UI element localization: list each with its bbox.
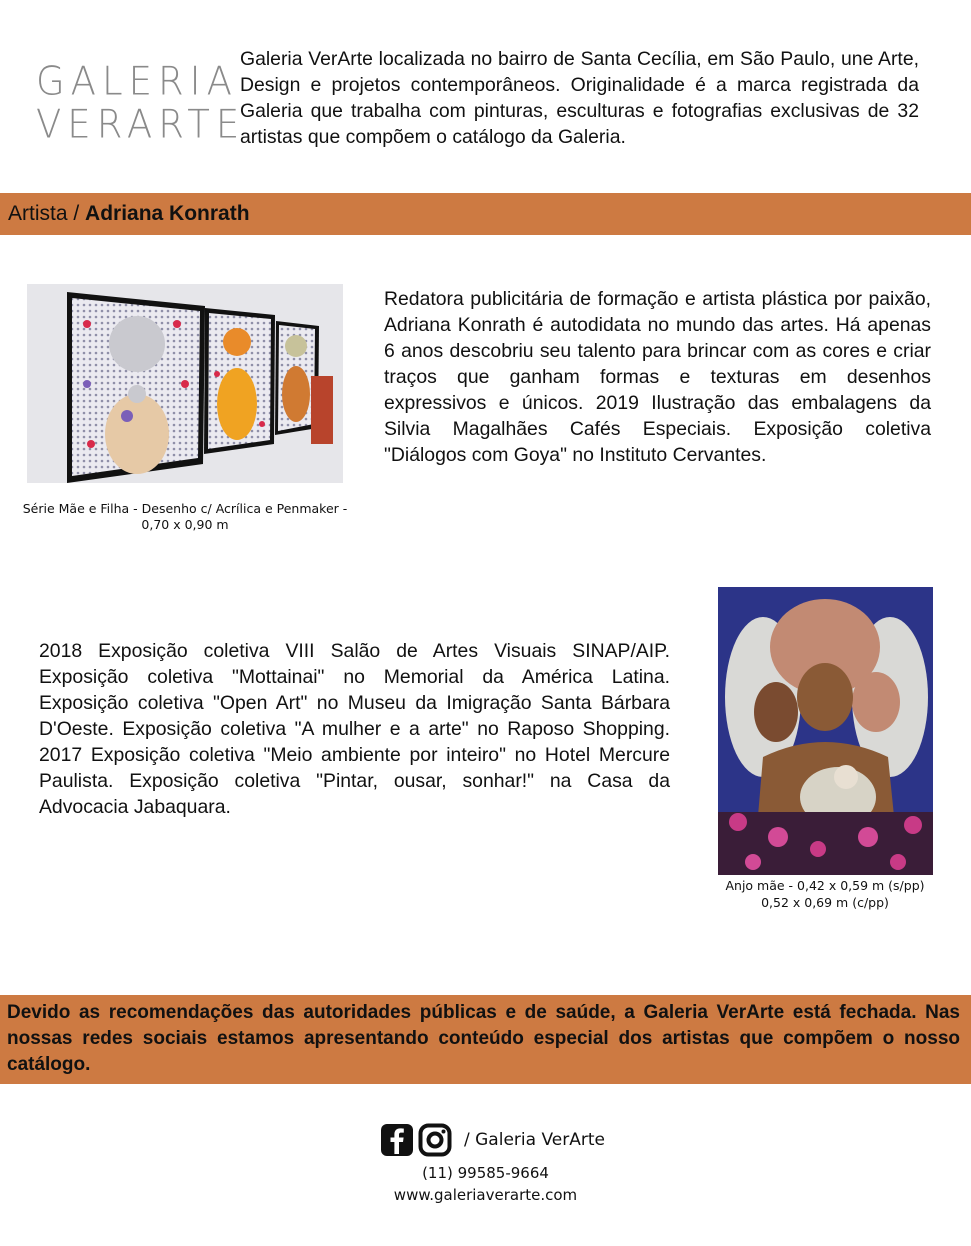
artist-heading (8, 202, 250, 226)
website-link[interactable]: www.galeriaverarte.com (393, 1186, 578, 1204)
artwork-photo-serie-mae-e-filha (27, 284, 343, 483)
facebook-icon[interactable] (380, 1123, 414, 1157)
artist-heading-prefix: Artista / (8, 202, 86, 225)
instagram-icon[interactable] (418, 1123, 452, 1157)
artist-name: Adriana Konrath (85, 202, 250, 225)
notice-band (0, 995, 971, 1084)
logo-line-2: VERARTE (36, 102, 246, 148)
artwork-caption-2 (700, 877, 950, 911)
triptych-illustration (27, 284, 343, 483)
social-links (380, 1122, 605, 1158)
social-handle: / Galeria VerArte (464, 1130, 605, 1150)
galeria-verarte-logo (36, 58, 246, 148)
artist-bio-part-1: Redatora publicitária de formação e artista plástica por paixão, Adriana Konrath é autodidata no mundo das artes. Há apenas 6 anos descobriu seu talento para brincar com as cores e criar traços que ganham formas e texturas em desenhos expressivos e únicos. 2019 Ilustração das embalagens da Silvia Magalhães Cafés Especiais. Exposição coletiva "Diálogos com Goya" no Instituto Cervantes. (384, 288, 931, 466)
artist-header-band (0, 193, 971, 235)
closure-notice: Devido as recomendações das autoridades públicas e de saúde, a Galeria VerArte está fechada. Nas nossas redes sociais estamos apresentando conteúdo especial dos artistas que compõem o nosso catálogo. (7, 1002, 960, 1075)
artwork-caption-2-line-2: 0,52 x 0,69 m (c/pp) (761, 895, 889, 910)
logo-line-1: GALERIA (36, 58, 238, 105)
artwork-caption-2-line-1: Anjo mãe - 0,42 x 0,59 m (s/pp) (725, 878, 925, 893)
gallery-intro-text: Galeria VerArte localizada no bairro de Santa Cecília, em São Paulo, une Arte, Design e projetos contemporâneos. Originalidade é a marca registrada da Galeria que trabalha com pinturas, esculturas e fotografias exclusivas de 32 artistas que compõem o catálogo da Galeria. (240, 48, 919, 148)
anjo-mae-illustration (718, 587, 933, 875)
artwork-photo-anjo-mae (718, 587, 933, 875)
artwork-caption-1: Série Mãe e Filha - Desenho c/ Acrílica e Penmaker - 0,70 x 0,90 m (22, 501, 348, 532)
phone-number: (11) 99585-9664 (422, 1164, 549, 1182)
artist-bio-part-2: 2018 Exposição coletiva VIII Salão de Artes Visuais SINAP/AIP. Exposição coletiva "Mottainai" no Memorial da América Latina. Exposição coletiva "Open Art" no Museu da Imigração Santa Bárbara D'Oeste. Exposição coletiva "A mulher e a arte" no Raposo Shopping. 2017 Exposição coletiva "Meio ambiente por inteiro" no Hotel Mercure Paulista. Exposição coletiva "Pintar, ousar, sonhar!" na Casa da Advocacia Jabaquara. (39, 640, 670, 818)
